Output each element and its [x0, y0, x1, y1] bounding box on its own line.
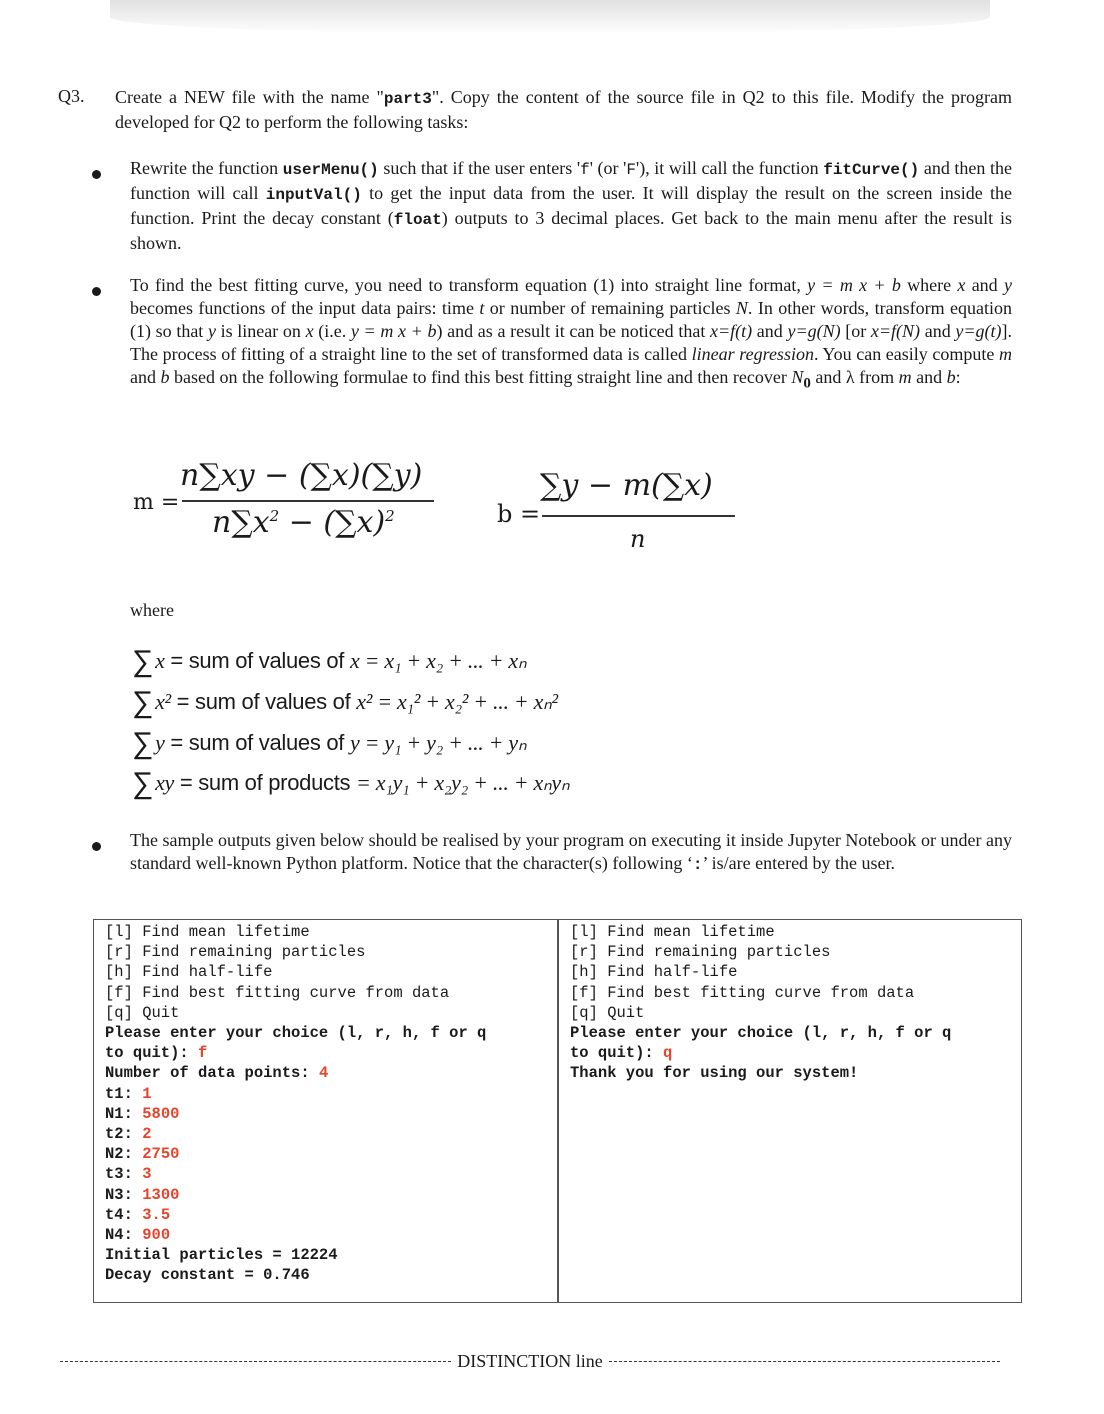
- sum-definition-xy: ∑xy = sum of products = x₁y₁ + x₂y₂ + ... + xₙyₙ: [132, 767, 570, 800]
- sample-output-right: [570, 922, 951, 1084]
- prompt-line: Please enter your choice (l, r, h, f or q: [570, 1024, 952, 1043]
- formula-b-numerator: ∑y − m(∑x): [540, 468, 713, 503]
- input-line: t1: 1: [105, 1084, 152, 1103]
- menu-item: [r] Find remaining particles: [570, 943, 831, 962]
- user-input: f: [198, 1044, 208, 1063]
- distinction-line: [60, 1351, 1000, 1372]
- formula-b-fraction-bar: [542, 515, 735, 517]
- where-label: where: [130, 600, 174, 620]
- menu-item: [l] Find mean lifetime: [570, 923, 775, 941]
- menu-item: [l] Find mean lifetime: [105, 923, 310, 941]
- input-line: N4: 900: [105, 1226, 171, 1245]
- menu-item: [h] Find half-life: [105, 963, 273, 982]
- bullet-dot: [92, 842, 101, 851]
- sum-definition-y: ∑y = sum of values of y = y₁ + y₂ + ... + yₙ: [132, 727, 527, 760]
- input-line: t2: 2: [105, 1125, 152, 1144]
- prompt-line: to quit): f: [105, 1044, 208, 1063]
- dashed-rule: [60, 1361, 451, 1362]
- formula-m-fraction-bar: [182, 500, 434, 502]
- sample-output-box: [93, 919, 1022, 1303]
- user-input: 4: [318, 1064, 329, 1083]
- question-number: Q3.: [58, 86, 85, 106]
- bullet-rewrite-function: Rewrite the function userMenu() such that if the user enters 'f' (or 'F'), it will call the function fitCurve() and then the function will call inputVal() to get the input data from the user. It will display the result on the screen inside the function. Print the decay constant (float) outputs to 3 decimal places. Get back to the main menu after the result is shown.: [130, 158, 1012, 253]
- formula-b-label: b =: [497, 500, 541, 528]
- menu-item: [q] Quit: [570, 1003, 645, 1022]
- user-input: q: [663, 1044, 673, 1063]
- input-line: N2: 2750: [105, 1145, 180, 1164]
- result-line: Initial particles = 12224: [105, 1246, 338, 1265]
- menu-item: [r] Find remaining particles: [105, 943, 366, 962]
- column-divider: [557, 920, 559, 1302]
- menu-item: [f] Find best fitting curve from data: [105, 983, 450, 1002]
- bullet-sample-outputs: The sample outputs given below should be realised by your program on executing it inside Jupyter Notebook or under any standard well-known Python platform. Notice that the character(s) following ‘:’ is/are entered by the user.: [130, 830, 1012, 874]
- sum-definition-x: ∑x = sum of values of x = x₁ + x₂ + ... + xₙ: [132, 645, 527, 678]
- input-line: t3: 3: [105, 1165, 152, 1184]
- sample-output-left: [105, 922, 486, 1286]
- input-line: t4: 3.5: [105, 1205, 171, 1224]
- result-line: Decay constant = 0.746: [105, 1266, 310, 1285]
- formula-m-numerator: n∑xy − (∑x)(∑y): [180, 458, 423, 493]
- formula-b-denominator: n: [630, 525, 646, 553]
- distinction-label: DISTINCTION line: [457, 1351, 603, 1371]
- input-line: N3: 1300: [105, 1185, 180, 1204]
- dashed-rule: [609, 1361, 1000, 1362]
- bullet-linear-regression: To find the best fitting curve, you need to transform equation (1) into straight line format, y = m x + b where x and y becomes functions of the input data pairs: time t or number of remaining particles N. In other words, transform equation (1) so that y is linear on x (i.e. y = m x + b) and as a result it can be noticed that x=f(t) and y=g(N) [or x=f(N) and y=g(t)]. The process of fitting of a straight line to the set of transformed data is called linear regression. You can easily compute m and b based on the following formulae to find this best fitting straight line and then recover $N_0$ and λ from m and b:: [130, 275, 1012, 392]
- prompt-line: to quit): q: [570, 1044, 673, 1063]
- sum-definition-x-squared: ∑x² = sum of values of x² = x₁² + x₂² + ... + xₙ²: [132, 686, 558, 719]
- page-shadow: [110, 0, 990, 34]
- thanks-line: Thank you for using our system!: [570, 1064, 859, 1083]
- question-intro: Create a NEW file with the name "part3". Copy the content of the source file in Q2 to this file. Modify the program developed for Q2 to perform the following tasks:: [115, 87, 1013, 132]
- formula-m-denominator: $n\sum x^2 - (\sum x)^2$: [212, 505, 395, 540]
- bullet-dot: [92, 170, 101, 179]
- bullet-dot: [92, 287, 101, 296]
- prompt-line: Please enter your choice (l, r, h, f or q: [105, 1024, 487, 1043]
- menu-item: [h] Find half-life: [570, 963, 738, 982]
- input-line: N1: 5800: [105, 1104, 180, 1123]
- menu-item: [q] Quit: [105, 1003, 180, 1022]
- points-line: Number of data points: 4: [105, 1064, 329, 1083]
- formula-m-label: m =: [133, 490, 180, 515]
- menu-item: [f] Find best fitting curve from data: [570, 983, 915, 1002]
